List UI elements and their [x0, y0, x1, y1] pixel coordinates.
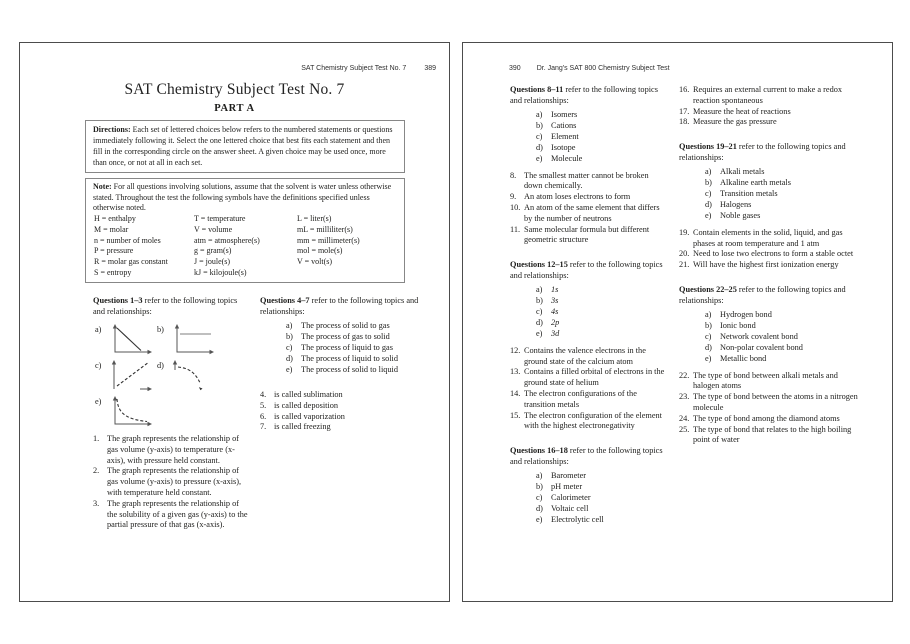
graph-choice-c: c) [95, 359, 157, 391]
question-item-8: 8. The smallest matter cannot be broken down chemically. [510, 170, 649, 191]
choice-e: e) Electrolytic cell [536, 514, 604, 524]
questions-12-15-choices [536, 284, 665, 339]
question-item-11: 11. Same molecular formula but different geometric structure [510, 224, 650, 245]
choice-d: d) Non-polar covalent bond [705, 342, 803, 352]
question-item-24: 24. The type of bond among the diamond atoms [679, 413, 840, 423]
page-number-389: 389 [424, 65, 436, 72]
question-item-17: 17. Measure the heat of reactions [679, 106, 791, 116]
questions-8-11-items [510, 171, 665, 247]
right-page [462, 42, 893, 602]
graph-e-hyperbolic-decay-dashed-curve-icon [107, 395, 153, 427]
left-page [19, 42, 450, 602]
choice-c: c) Calorimeter [536, 492, 591, 502]
directions-box [85, 120, 405, 173]
symbol-column-1: H = enthalpy M = molar n = number of moles P = pressure R = molar gas constant S = entropy [94, 214, 168, 277]
choice-c: c) 4s [536, 306, 559, 316]
question-group-heading-1-3: Questions 1–3 refer to the following topics and relationships: [93, 296, 238, 317]
questions-4-7-items [260, 390, 434, 433]
note-text [93, 182, 397, 214]
left-page-columns [93, 296, 434, 531]
question-group-heading-12-15: Questions 12–15 refer to the following topics and relationships: [510, 260, 663, 280]
choice-b: b) pH meter [536, 481, 583, 491]
graph-c-ascending-dashed-line-icon [107, 359, 153, 391]
questions-12-15-items [510, 346, 665, 432]
choice-e: e) The process of solid to liquid [286, 364, 399, 374]
part-a-heading: PART A [214, 103, 255, 114]
choice-a: a) 1s [536, 284, 559, 294]
question-item-13: 13. Contains a filled orbital of electrons in the ground state of helium [510, 367, 665, 388]
choice-a: a) Isomers [536, 109, 578, 119]
page-number-390: 390 [509, 65, 521, 72]
graph-choice-a: a) [95, 323, 157, 355]
running-head-right [463, 65, 892, 72]
question-group-22-25 [679, 285, 859, 446]
question-item-12: 12. Contains the valence electrons in the ground state of the calcium atom [510, 345, 646, 366]
choice-b: b) 3s [536, 295, 559, 305]
questions-1-3-items [93, 434, 251, 531]
question-item-1: 1. The graph represents the relationship of gas volume (y-axis) to temperature (x-axis), with pressure held constant. [93, 433, 240, 465]
right-page-columns [510, 85, 859, 525]
running-head-left [20, 65, 449, 72]
right-page-left-column [510, 85, 665, 525]
note-label: Note: [93, 182, 112, 191]
questions-4-7-column [260, 296, 434, 531]
graph-choice-e: e) [95, 395, 157, 427]
question-group-19-21 [679, 142, 859, 271]
choice-b: b) Cations [536, 120, 577, 130]
question-item-9: 9. An atom loses electrons to form [510, 192, 631, 202]
question-group-heading-19-21: Questions 19–21 refer to the following topics and relationships: [679, 142, 846, 162]
right-page-right-column [679, 85, 859, 525]
symbol-column-2: T = temperature V = volume atm = atmosphere(s) g = gram(s) J = joule(s) kJ = kilojoule(s) [194, 214, 260, 277]
question-item-22: 22. The type of bond between alkali metals and halogen atoms [679, 370, 838, 391]
questions-16-18-choices [536, 470, 665, 525]
choice-d: d) Halogens [705, 199, 752, 209]
question-group-heading-8-11: Questions 8–11 refer to the following topics and relationships: [510, 85, 658, 105]
questions-8-11-choices [536, 109, 665, 164]
questions-16-18-items [679, 85, 859, 128]
question-item-7: 7. is called freezing [260, 422, 331, 432]
graph-d-concave-falling-dashed-curve-icon [169, 359, 215, 391]
question-item-14: 14. The electron configurations of the transition metals [510, 388, 637, 409]
questions-19-21-items [679, 228, 859, 271]
symbol-definitions [93, 214, 397, 278]
question-item-4: 4. is called sublimation [260, 389, 343, 399]
graph-b-horizontal-line-icon [169, 323, 215, 355]
question-item-6: 6. is called vaporization [260, 411, 345, 421]
question-item-3: 3. The graph represents the relationship of the solubility of a given gas (y-axis) to the partial pressure of that gas (x-axis). [93, 498, 248, 530]
questions-19-21-choices [705, 166, 859, 221]
choice-a: a) Hydrogen bond [705, 309, 772, 319]
choice-c: c) Transition metals [705, 188, 778, 198]
choice-d: d) 2p [536, 317, 560, 327]
questions-16-18-items-group [679, 85, 859, 128]
directions-body: Each set of lettered choices below refers to the numbered statements or questions immediately following it. Select the one lettered choice that best fits each statement and then fill in the corresponding circle on the answer sheet. A given choice may be used once, more than once, or not at all in each set. [93, 125, 393, 167]
symbol-column-3: L = liter(s) mL = milliliter(s) mm = millimeter(s) mol = mole(s) V = volt(s) [297, 214, 360, 266]
graph-choice-d: d) [157, 359, 219, 391]
question-item-15: 15. The electron configuration of the element with the highest electronegativity [510, 410, 662, 431]
question-item-18: 18. Measure the gas pressure [679, 117, 777, 127]
graph-a-descending-line-icon [107, 323, 153, 355]
choice-e: e) Molecule [536, 153, 583, 163]
choice-a: a) Barometer [536, 470, 587, 480]
choice-b: b) The process of gas to solid [286, 331, 390, 341]
note-body: For all questions involving solutions, assume that the solvent is water unless otherwise stated. Throughout the test the following symbols have the definitions specified unless otherwise noted. [93, 182, 392, 213]
choice-d: d) The process of liquid to solid [286, 353, 399, 363]
answer-choice-graphs [95, 323, 251, 427]
question-group-heading-22-25: Questions 22–25 refer to the following topics and relationships: [679, 284, 846, 305]
directions-label: Directions: [93, 125, 131, 134]
questions-4-7-choices [286, 320, 434, 375]
question-group-heading-4-7: Questions 4–7 refer to the following topics and relationships: [260, 296, 419, 317]
question-item-25: 25. The type of bond that relates to the high boiling point of water [679, 424, 852, 445]
choice-e: e) Metallic bond [705, 353, 767, 363]
running-head-title: SAT Chemistry Subject Test No. 7 [301, 65, 407, 72]
choice-d: d) Isotope [536, 142, 576, 152]
question-group-12-15 [510, 260, 665, 432]
question-item-16: 16. Requires an external current to make a redox reaction spontaneous [679, 85, 843, 105]
choice-b: b) Alkaline earth metals [705, 177, 791, 187]
questions-22-25-items [679, 371, 859, 447]
note-box [85, 178, 405, 283]
question-item-2: 2. The graph represents the relationship of gas volume (y-axis) to pressure (x-axis), with temperature held constant. [93, 466, 242, 497]
choice-c: c) Element [536, 131, 579, 141]
choice-e: e) 3d [536, 328, 560, 338]
questions-1-3-column [93, 296, 251, 531]
choice-b: b) Ionic bond [705, 320, 756, 330]
test-title: SAT Chemistry Subject Test No. 7 [124, 81, 345, 98]
running-head-title: Dr. Jang's SAT 800 Chemistry Subject Test [536, 65, 670, 72]
graph-choice-b: b) [157, 323, 219, 355]
question-item-19: 19. Contain elements in the solid, liquid, and gas phases at room temperature and 1 atm [679, 227, 843, 248]
question-item-5: 5. is called deposition [260, 400, 339, 410]
questions-22-25-choices [705, 309, 859, 364]
question-item-23: 23. The type of bond between the atoms in a nitrogen molecule [679, 392, 858, 412]
choice-c: c) Network covalent bond [705, 331, 798, 341]
choice-a: a) Alkali metals [705, 166, 765, 176]
question-item-20: 20. Need to lose two electrons to form a stable octet [679, 249, 854, 259]
directions-text [93, 124, 397, 168]
question-group-16-18 [510, 446, 665, 525]
choice-a: a) The process of solid to gas [286, 320, 390, 330]
choice-c: c) The process of liquid to gas [286, 342, 393, 352]
question-group-8-11 [510, 85, 665, 246]
question-item-10: 10. An atom of the same element that differs by the number of neutrons [510, 202, 660, 223]
choice-d: d) Voltaic cell [536, 503, 589, 513]
question-group-heading-16-18: Questions 16–18 refer to the following topics and relationships: [510, 446, 663, 466]
question-item-21: 21. Will have the highest first ionization energy [679, 260, 839, 270]
choice-e: e) Noble gases [705, 210, 761, 220]
